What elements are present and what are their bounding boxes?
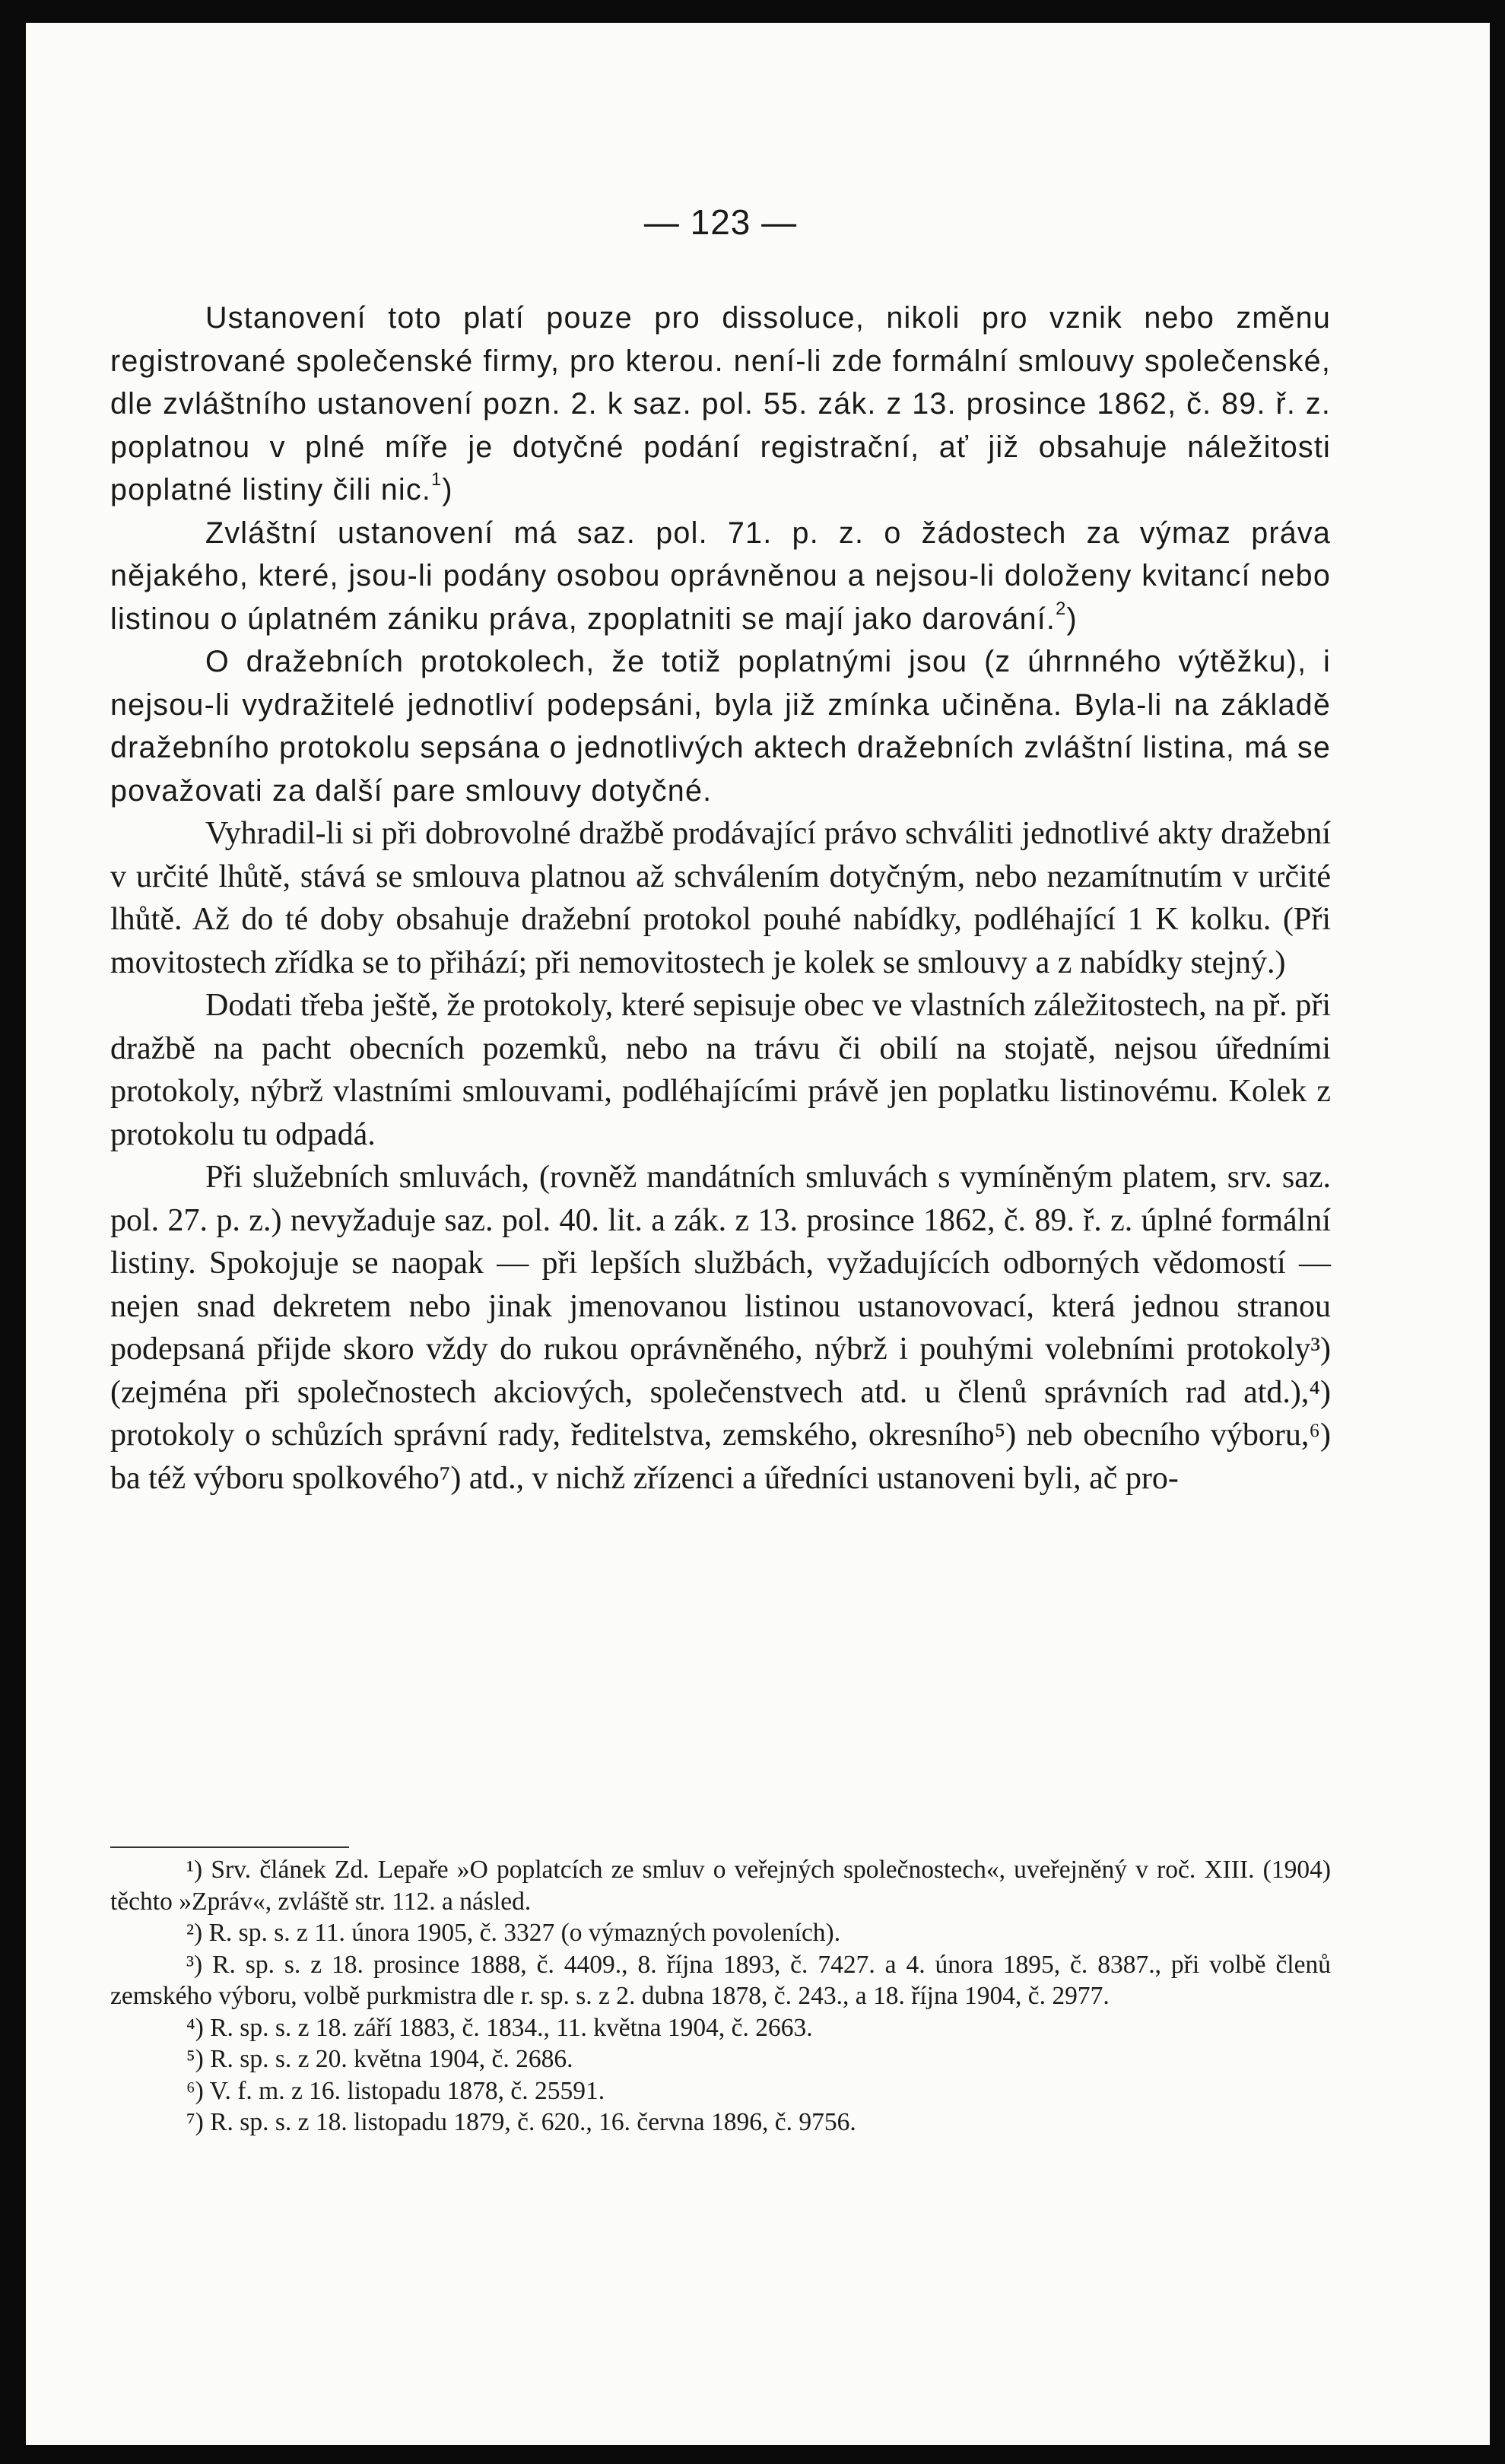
- footnote: ¹) Srv. článek Zd. Lepaře »O poplatcích ze smluv o veřejných společnostech«, uveřejněný v roč. XIII. (1904) těchto »Zpráv«, zvláště str. 112. a násled.: [110, 1856, 1331, 1916]
- paragraph: Ustanovení toto platí pouze pro dissoluce, nikoli pro vznik nebo změnu registrované společenské firmy, pro kterou. není-li zde formální smlouvy společenské, dle zvláštního ustanovení pozn. 2. k saz. pol. 55. zák. z 13. prosince 1862, č. 89. ř. z. poplatnou v plné míře je dotyčné podání registrační, ať již obsahuje náležitosti poplatné listiny čili nic.$^1$): [110, 301, 1331, 506]
- main-text: [110, 297, 1331, 1500]
- paragraph: O dražebních protokolech, že totiž poplatnými jsou (z úhrnného výtěžku), i nejsou-li vydražitelé jednotliví podepsáni, byla již zmínka učiněna. Byla-li na základě dražebního protokolu sepsána o jednotlivých aktech dražebních zvláštní listina, má se považovati za další pare smlouvy dotyčné.: [110, 645, 1331, 808]
- book-page: [26, 23, 1490, 2445]
- paragraph: Dodati třeba ještě, že protokoly, které sepisuje obec ve vlastních záležitostech, na př. při dražbě na pacht obecních pozemků, nebo na trávu či obilí na stojatě, nejsou úředními protokoly, nýbrž vlastními smlouvami, podléhajícími právě jen poplatku listinovému. Kolek z protokolu tu odpadá.: [110, 988, 1331, 1152]
- page-number: — 123 —: [643, 202, 798, 242]
- footnote: ²) R. sp. s. z 11. února 1905, č. 3327 (o výmazných povoleních).: [186, 1919, 841, 1947]
- footnote: ⁴) R. sp. s. z 18. září 1883, č. 1834., 11. května 1904, č. 2663.: [186, 2013, 813, 2042]
- footnote-divider: [110, 1846, 349, 1848]
- paragraph: Při služebních smluvách, (rovněž mandátních smluvách s vymíněným platem, srv. saz. pol. 27. p. z.) nevyžaduje saz. pol. 40. lit. a zák. z 13. prosince 1862, č. 89. ř. z. úplné formální listiny. Spokojuje se naopak — při lepších službách, vyžadujících odborných vědomostí — nejen snad dekretem nebo jinak jmenovanou listinou ustanovovací, která jednou stranou podepsaná přijde skoro vždy do rukou oprávněného, nýbrž i pouhými volebními protokoly³) (zejména při společnostech akciových, společenstvech atd. u členů správních rad atd.),⁴) protokoly o schůzích správní rady, ředitelstva, zemského, okresního⁵) neb obecního výboru,⁶) ba též výboru spolkového⁷) atd., v nichž zřízenci a úředníci ustanoveni byli, ač pro-: [110, 1160, 1331, 1496]
- footnote: ⁶) V. f. m. z 16. listopadu 1878, č. 25591.: [186, 2076, 605, 2105]
- footnotes: [110, 1854, 1331, 2139]
- footnote: ³) R. sp. s. z 18. prosince 1888, č. 4409., 8. října 1893, č. 7427. a 4. února 1895, č. 8387., při volbě členů zemského výboru, volbě purkmistra dle r. sp. s. z 2. dubna 1878, č. 243., a 18. října 1904, č. 2977.: [110, 1950, 1331, 2010]
- paragraph: Vyhradil-li si při dobrovolné dražbě prodávající právo schváliti jednotlivé akty dražební v určité lhůtě, stává se smlouva platnou až schválením dotyčným, nebo nezamítnutím v určité lhůtě. Až do té doby obsahuje dražební protokol pouhé nabídky, podléhající 1 K kolku. (Při movitostech zřídka se to přihází; při nemovitostech je kolek se smlouvy a z nabídky stejný.): [110, 816, 1331, 980]
- paragraph: Zvláštní ustanovení má saz. pol. 71. p. z. o žádostech za výmaz práva nějakého, které, jsou-li podány osobou oprávněnou a nejsou-li doloženy kvitancí nebo listinou o úplatném zániku práva, zpoplatniti se mají jako darování.$^2$): [110, 516, 1331, 636]
- footnote: ⁵) R. sp. s. z 20. května 1904, č. 2686.: [186, 2045, 573, 2073]
- footnote: ⁷) R. sp. s. z 18. listopadu 1879, č. 620., 16. června 1896, č. 9756.: [186, 2108, 856, 2136]
